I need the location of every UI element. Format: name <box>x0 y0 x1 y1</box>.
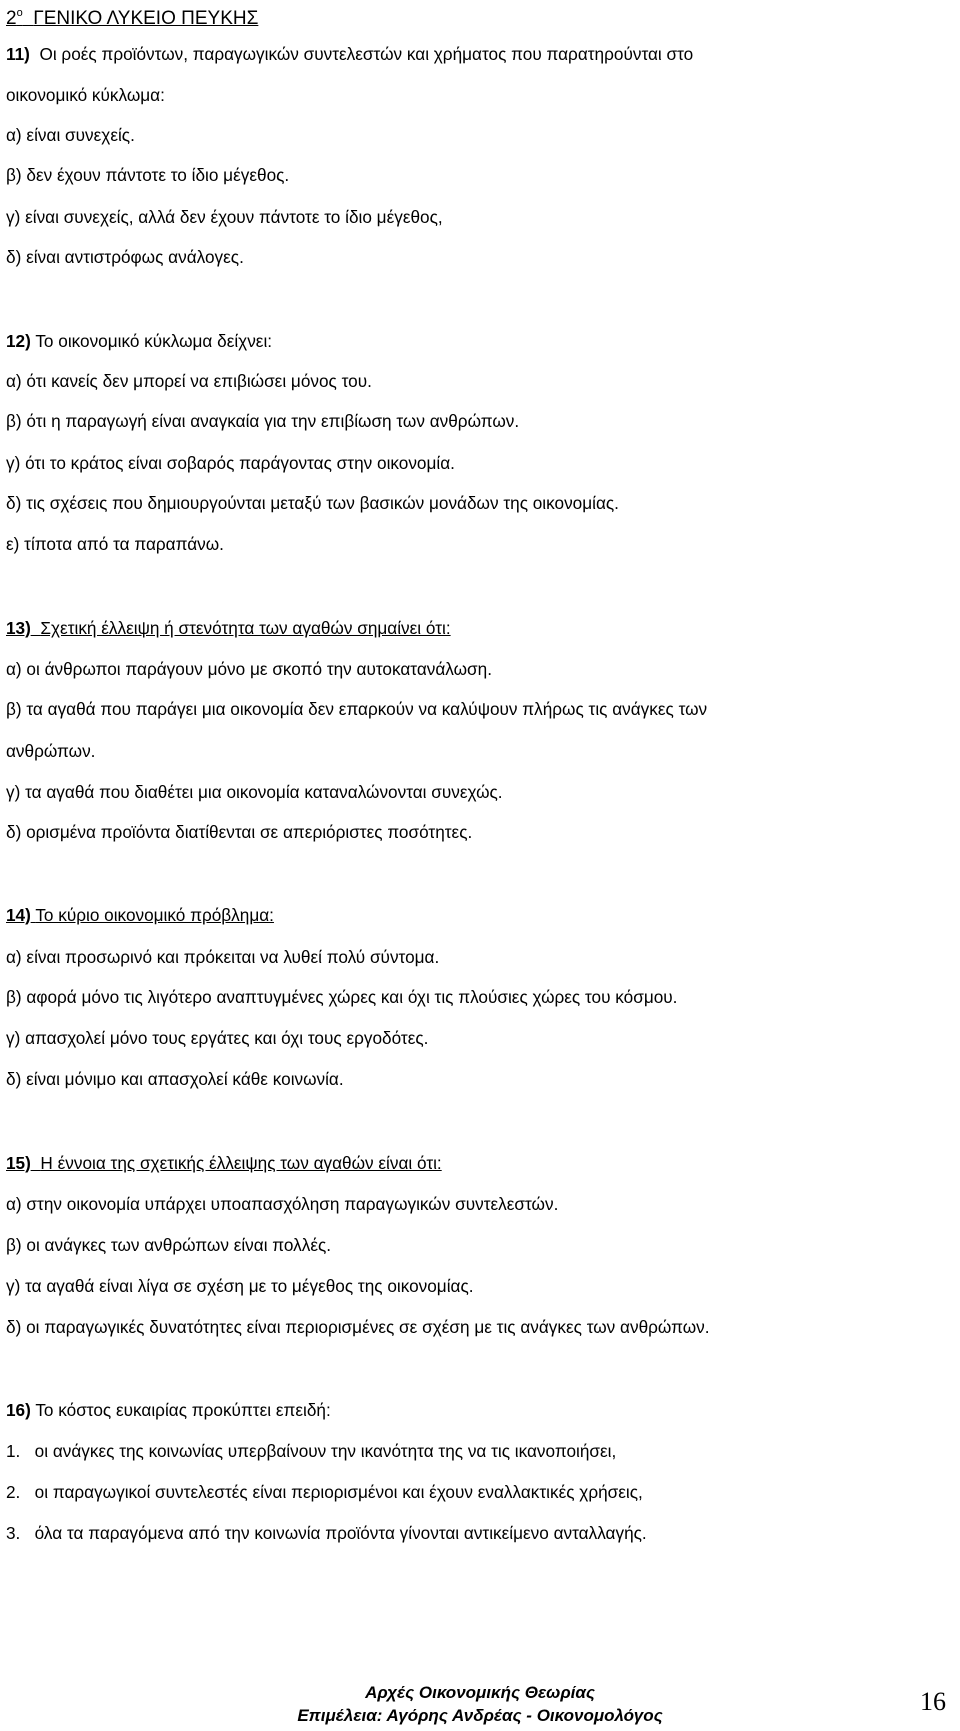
footer-author: Επιμέλεια: Αγόρης Ανδρέας - Οικονομολόγος <box>297 1706 663 1725</box>
numbered-option <box>6 1481 643 1503</box>
question-text: Το κύριο οικονομικό πρόβλημα: <box>35 905 274 925</box>
answer-option: γ) είναι συνεχείς, αλλά δεν έχουν πάντοτε το ίδιο μέγεθος, <box>6 207 443 227</box>
option-number: 1. <box>6 1441 21 1461</box>
question-number: 13) <box>6 618 31 638</box>
answer-option: α) είναι προσωρινό και πρόκειται να λυθεί πολύ σύντομα. <box>6 947 440 967</box>
answer-option: β) τα αγαθά που παράγει μια οικονομία δεν επαρκούν να καλύψουν πλήρως τις ανάγκες των <box>6 699 708 719</box>
question-text: Σχετική έλλειψη ή στενότητα των αγαθών σημαίνει ότι: <box>40 618 451 638</box>
answer-option: β) ότι η παραγωγή είναι αναγκαία για την επιβίωση των ανθρώπων. <box>6 411 520 431</box>
answer-option: ε) τίποτα από τα παραπάνω. <box>6 534 224 554</box>
answer-option: γ) τα αγαθά είναι λίγα σε σχέση με το μέγεθος της οικονομίας. <box>6 1276 474 1296</box>
question-number: 14) <box>6 905 31 925</box>
question-number: 16) <box>6 1400 31 1420</box>
answer-option: β) αφορά μόνο τις λιγότερο αναπτυγμένες χώρες και όχι τις πλούσιες χώρες του κόσμου. <box>6 987 678 1007</box>
option-text: όλα τα παραγόμενα από την κοινωνία προϊόντα γίνονται αντικείμενο ανταλλαγής. <box>34 1523 647 1543</box>
option-text: οι ανάγκες της κοινωνίας υπερβαίνουν την ικανότητα της να τις ικανοποιήσει, <box>34 1441 617 1461</box>
answer-option: δ) οι παραγωγικές δυνατότητες είναι περιορισμένες σε σχέση με τις ανάγκες των ανθρώπων. <box>6 1317 710 1337</box>
answer-option: δ) ορισμένα προϊόντα διατίθενται σε απεριόριστες ποσότητες. <box>6 822 473 842</box>
page-number: 16 <box>920 1687 946 1716</box>
question-text-continued: οικονομικό κύκλωμα: <box>6 85 165 105</box>
header-number: 2 <box>6 8 17 29</box>
footer-course-title: Αρχές Οικονομικής Θεωρίας <box>365 1683 595 1702</box>
question-12 <box>6 330 272 352</box>
question-16 <box>6 1399 331 1421</box>
answer-option: α) είναι συνεχείς. <box>6 125 135 145</box>
option-number: 3. <box>6 1523 21 1543</box>
answer-option: γ) ότι το κράτος είναι σοβαρός παράγοντας στην οικονομία. <box>6 453 455 473</box>
answer-option: α) στην οικονομία υπάρχει υποαπασχόληση παραγωγικών συντελεστών. <box>6 1194 559 1214</box>
page-header <box>6 2 258 30</box>
answer-option: γ) απασχολεί μόνο τους εργάτες και όχι τους εργοδότες. <box>6 1028 429 1048</box>
answer-option: γ) τα αγαθά που διαθέτει μια οικονομία καταναλώνονται συνεχώς. <box>6 782 503 802</box>
question-14 <box>6 904 274 926</box>
answer-option: δ) είναι αντιστρόφως ανάλογες. <box>6 247 244 267</box>
answer-option: δ) τις σχέσεις που δημιουργούνται μεταξύ των βασικών μονάδων της οικονομίας. <box>6 493 619 513</box>
answer-option: δ) είναι μόνιμο και απασχολεί κάθε κοινωνία. <box>6 1069 344 1089</box>
numbered-option <box>6 1522 647 1544</box>
answer-option-continued: ανθρώπων. <box>6 741 96 761</box>
question-text: Το κόστος ευκαιρίας προκύπτει επειδή: <box>35 1400 331 1420</box>
question-text: Το οικονομικό κύκλωμα δείχνει: <box>35 331 273 351</box>
option-text: οι παραγωγικοί συντελεστές είναι περιορισμένοι και έχουν εναλλακτικές χρήσεις, <box>34 1482 643 1502</box>
answer-option: α) ότι κανείς δεν μπορεί να επιβιώσει μόνος του. <box>6 371 372 391</box>
numbered-option <box>6 1440 616 1462</box>
question-15 <box>6 1152 442 1174</box>
answer-option: β) οι ανάγκες των ανθρώπων είναι πολλές. <box>6 1235 332 1255</box>
question-text: Η έννοια της σχετικής έλλειψης των αγαθών είναι ότι: <box>40 1153 442 1173</box>
question-11 <box>6 43 693 65</box>
question-number: 12) <box>6 331 31 351</box>
question-number: 15) <box>6 1153 31 1173</box>
answer-option: β) δεν έχουν πάντοτε το ίδιο μέγεθος. <box>6 165 290 185</box>
answer-option: α) οι άνθρωποι παράγουν μόνο με σκοπό την αυτοκατανάλωση. <box>6 659 492 679</box>
option-number: 2. <box>6 1482 21 1502</box>
header-superscript: ο <box>16 7 23 19</box>
question-number: 11) <box>6 44 30 64</box>
question-13 <box>6 617 451 639</box>
header-title: ΓΕΝΙΚΟ ΛΥΚΕΙΟ ΠΕΥΚΗΣ <box>33 8 259 29</box>
question-text: Οι ροές προϊόντων, παραγωγικών συντελεστών και χρήματος που παρατηρούνται στο <box>39 44 694 64</box>
